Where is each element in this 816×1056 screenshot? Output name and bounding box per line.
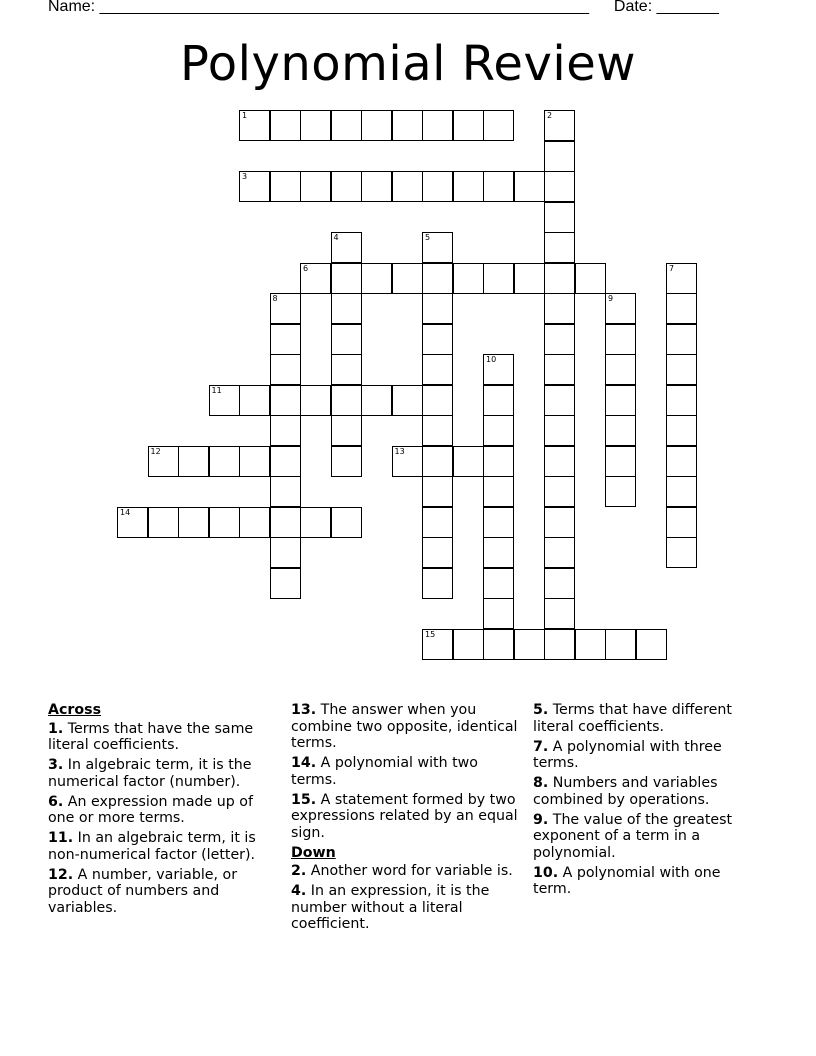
grid-cell[interactable]	[422, 232, 453, 263]
grid-cell[interactable]	[666, 476, 697, 507]
clue-number-label: 1.	[48, 720, 64, 737]
grid-cell[interactable]	[666, 507, 697, 538]
grid-cell[interactable]	[605, 354, 636, 385]
grid-cell[interactable]	[270, 324, 301, 355]
grid-cell[interactable]	[331, 110, 362, 141]
across-clue-list	[48, 721, 278, 917]
grid-cell[interactable]	[422, 537, 453, 568]
grid-cell[interactable]	[300, 171, 331, 202]
grid-cell[interactable]	[178, 446, 209, 477]
grid-cell[interactable]	[392, 385, 423, 416]
grid-cell[interactable]	[605, 629, 636, 660]
grid-cell[interactable]	[270, 385, 301, 416]
grid-cell[interactable]	[270, 537, 301, 568]
grid-cell[interactable]	[300, 110, 331, 141]
grid-cell[interactable]	[422, 171, 453, 202]
grid-cell[interactable]	[209, 507, 240, 538]
clue-text: A polynomial with three terms.	[533, 738, 722, 771]
grid-cell[interactable]	[422, 293, 453, 324]
grid-cell[interactable]	[666, 537, 697, 568]
clue-text: In algebraic term, it is the numerical factor (number).	[48, 757, 252, 790]
clue-text: Terms that have the same literal coefficients.	[48, 720, 254, 753]
grid-cell[interactable]	[544, 171, 575, 202]
grid-cell[interactable]	[209, 446, 240, 477]
grid-cell[interactable]	[544, 507, 575, 538]
grid-cell[interactable]	[483, 598, 514, 629]
date-blank[interactable]: _______	[656, 0, 719, 15]
grid-cell[interactable]	[544, 598, 575, 629]
clue-number: 11	[211, 385, 222, 395]
clue-item	[533, 812, 763, 862]
grid-cell[interactable]	[666, 415, 697, 446]
grid-cell[interactable]	[483, 446, 514, 477]
grid-cell[interactable]	[453, 171, 484, 202]
grid-cell[interactable]	[483, 171, 514, 202]
date-label: Date:	[613, 0, 653, 15]
grid-cell[interactable]	[453, 446, 484, 477]
clue-number: 2	[547, 111, 553, 120]
grid-cell[interactable]	[514, 263, 545, 294]
clue-number: 8	[272, 294, 278, 303]
grid-cell[interactable]	[636, 629, 667, 660]
grid-cell[interactable]	[270, 171, 301, 202]
grid-cell[interactable]	[178, 507, 209, 538]
clues-column-3	[533, 702, 763, 901]
grid-cell[interactable]	[544, 354, 575, 385]
grid-cell[interactable]	[270, 415, 301, 446]
grid-cell[interactable]	[331, 507, 362, 538]
clue-item	[533, 775, 763, 808]
name-label: Name:	[48, 0, 96, 15]
grid-cell[interactable]	[544, 568, 575, 599]
clue-item	[48, 867, 278, 917]
name-blank[interactable]: _______________________________________________________	[99, 0, 589, 15]
grid-cell[interactable]	[666, 263, 697, 294]
clue-item	[48, 794, 278, 827]
grid-cell[interactable]	[331, 171, 362, 202]
clue-number: 3	[242, 172, 248, 181]
grid-cell[interactable]	[483, 507, 514, 538]
clue-text: In an algebraic term, it is non-numerical factor (letter).	[48, 830, 256, 863]
clue-number: 1	[242, 111, 248, 120]
grid-cell[interactable]	[331, 446, 362, 477]
clue-number: 4	[333, 233, 339, 242]
grid-cell[interactable]	[483, 476, 514, 507]
clue-number-label: 13.	[291, 702, 317, 718]
grid-cell[interactable]	[422, 476, 453, 507]
clue-number-label: 8.	[533, 775, 549, 791]
clues-column-1	[48, 702, 278, 920]
grid-cell[interactable]	[209, 385, 240, 416]
grid-cell[interactable]	[239, 385, 270, 416]
grid-cell[interactable]	[483, 568, 514, 599]
grid-cell[interactable]	[422, 385, 453, 416]
grid-cell[interactable]	[422, 263, 453, 294]
clue-item	[48, 721, 278, 754]
grid-cell[interactable]	[575, 629, 606, 660]
clue-number: 15	[425, 629, 436, 639]
clue-item	[291, 755, 523, 788]
clue-number-label: 3.	[48, 757, 64, 773]
grid-cell[interactable]	[361, 385, 392, 416]
grid-cell[interactable]	[331, 354, 362, 385]
grid-cell[interactable]	[270, 476, 301, 507]
down-heading: Down	[291, 844, 336, 861]
grid-cell[interactable]	[544, 202, 575, 233]
clue-number: 13	[394, 446, 405, 456]
grid-cell[interactable]	[514, 171, 545, 202]
grid-cell[interactable]	[544, 629, 575, 660]
grid-cell[interactable]	[422, 354, 453, 385]
grid-cell[interactable]	[422, 324, 453, 355]
clue-number-label: 12.	[48, 866, 74, 883]
grid-cell[interactable]	[483, 537, 514, 568]
grid-cell[interactable]	[483, 385, 514, 416]
grid-cell[interactable]	[270, 507, 301, 538]
clue-number: 7	[669, 263, 675, 273]
down-clue-list-continued	[533, 702, 763, 898]
grid-cell[interactable]	[270, 354, 301, 385]
grid-cell[interactable]	[605, 385, 636, 416]
grid-cell[interactable]	[392, 263, 423, 294]
grid-cell[interactable]	[300, 385, 331, 416]
clue-number: 10	[486, 355, 497, 364]
grid-cell[interactable]	[300, 263, 331, 294]
grid-cell[interactable]	[483, 354, 514, 385]
clue-number-label: 4.	[291, 883, 307, 899]
clue-text: A number, variable, or product of numbers and variables.	[48, 866, 238, 916]
page-title: Polynomial Review	[180, 36, 636, 92]
grid-cell[interactable]	[544, 110, 575, 141]
clue-number: 12	[150, 446, 161, 456]
across-heading: Across	[48, 702, 102, 718]
down-clue-list	[291, 863, 523, 933]
clue-item	[533, 702, 763, 735]
grid-cell[interactable]	[453, 110, 484, 141]
grid-cell[interactable]	[392, 110, 423, 141]
clue-item	[48, 830, 278, 863]
grid-cell[interactable]	[544, 141, 575, 172]
grid-cell[interactable]	[544, 415, 575, 446]
clue-number-label: 9.	[533, 811, 549, 828]
clue-text: A polynomial with two terms.	[291, 755, 478, 788]
clue-number-label: 11.	[48, 830, 74, 846]
clue-item	[291, 792, 523, 842]
grid-cell[interactable]	[544, 476, 575, 507]
grid-cell[interactable]	[148, 507, 179, 538]
clue-text: Another word for variable is.	[306, 863, 513, 879]
grid-cell[interactable]	[300, 507, 331, 538]
grid-cell[interactable]	[666, 324, 697, 355]
grid-cell[interactable]	[422, 507, 453, 538]
clue-item	[533, 865, 763, 898]
across-clue-list-continued	[291, 702, 523, 841]
grid-cell[interactable]	[483, 263, 514, 294]
clue-item	[48, 757, 278, 790]
clue-text: A statement formed by two expressions related by an equal sign.	[291, 791, 518, 841]
grid-cell[interactable]	[331, 232, 362, 263]
clue-number: 9	[608, 294, 614, 303]
grid-cell[interactable]	[331, 415, 362, 446]
grid-cell[interactable]	[544, 446, 575, 477]
clue-item	[291, 883, 523, 933]
grid-cell[interactable]	[392, 171, 423, 202]
grid-cell[interactable]	[605, 324, 636, 355]
grid-cell[interactable]	[666, 385, 697, 416]
clue-text: In an expression, it is the number without a literal coefficient.	[291, 883, 490, 932]
clue-number: 14	[120, 507, 131, 517]
grid-cell[interactable]	[605, 476, 636, 507]
clue-number-label: 7.	[533, 738, 549, 755]
clue-number-label: 5.	[533, 702, 549, 718]
grid-cell[interactable]	[331, 385, 362, 416]
grid-cell[interactable]	[544, 537, 575, 568]
grid-cell[interactable]	[544, 324, 575, 355]
clue-text: A polynomial with one term.	[533, 864, 721, 897]
grid-cell[interactable]	[666, 354, 697, 385]
grid-cell[interactable]	[605, 415, 636, 446]
grid-cell[interactable]	[270, 293, 301, 324]
grid-cell[interactable]	[605, 293, 636, 324]
clue-text: Terms that have different literal coefficients.	[533, 702, 732, 735]
clues-column-2	[291, 702, 523, 936]
grid-cell[interactable]	[453, 629, 484, 660]
grid-cell[interactable]	[239, 446, 270, 477]
clue-item	[533, 739, 763, 772]
grid-cell[interactable]	[453, 263, 484, 294]
grid-cell[interactable]	[361, 171, 392, 202]
grid-cell[interactable]	[361, 110, 392, 141]
grid-cell[interactable]	[605, 446, 636, 477]
grid-cell[interactable]	[422, 629, 453, 660]
clue-text: An expression made up of one or more terms.	[48, 793, 253, 826]
grid-cell[interactable]	[422, 446, 453, 477]
grid-cell[interactable]	[666, 446, 697, 477]
grid-cell[interactable]	[514, 629, 545, 660]
grid-cell[interactable]	[331, 293, 362, 324]
grid-cell[interactable]	[422, 110, 453, 141]
grid-cell[interactable]	[544, 293, 575, 324]
grid-cell[interactable]	[331, 324, 362, 355]
grid-cell[interactable]	[666, 293, 697, 324]
grid-cell[interactable]	[148, 446, 179, 477]
grid-cell[interactable]	[544, 232, 575, 263]
clue-text: Numbers and variables combined by operations.	[533, 775, 718, 808]
grid-cell[interactable]	[239, 110, 270, 141]
clue-number-label: 15.	[291, 791, 317, 808]
grid-cell[interactable]	[575, 263, 606, 294]
grid-cell[interactable]	[239, 507, 270, 538]
grid-cell[interactable]	[422, 568, 453, 599]
clue-item	[291, 702, 523, 752]
grid-cell[interactable]	[483, 415, 514, 446]
grid-cell[interactable]	[117, 507, 148, 538]
grid-cell[interactable]	[544, 263, 575, 294]
clue-number-label: 2.	[291, 863, 307, 879]
clue-text: The value of the greatest exponent of a term in a polynomial.	[533, 811, 733, 861]
clue-text: The answer when you combine two opposite, identical terms.	[291, 702, 518, 751]
grid-cell[interactable]	[483, 629, 514, 660]
clue-number-label: 14.	[291, 755, 317, 771]
grid-cell[interactable]	[270, 110, 301, 141]
grid-cell[interactable]	[422, 415, 453, 446]
grid-cell[interactable]	[270, 568, 301, 599]
grid-cell[interactable]	[544, 385, 575, 416]
grid-cell[interactable]	[239, 171, 270, 202]
clue-number-label: 10.	[533, 864, 559, 881]
grid-cell[interactable]	[392, 446, 423, 477]
clue-number: 5	[425, 233, 431, 242]
clue-number: 6	[303, 263, 309, 273]
grid-cell[interactable]	[270, 446, 301, 477]
clue-number-label: 6.	[48, 793, 64, 810]
grid-cell[interactable]	[331, 263, 362, 294]
grid-cell[interactable]	[361, 263, 392, 294]
clue-item	[291, 863, 523, 880]
grid-cell[interactable]	[483, 110, 514, 141]
